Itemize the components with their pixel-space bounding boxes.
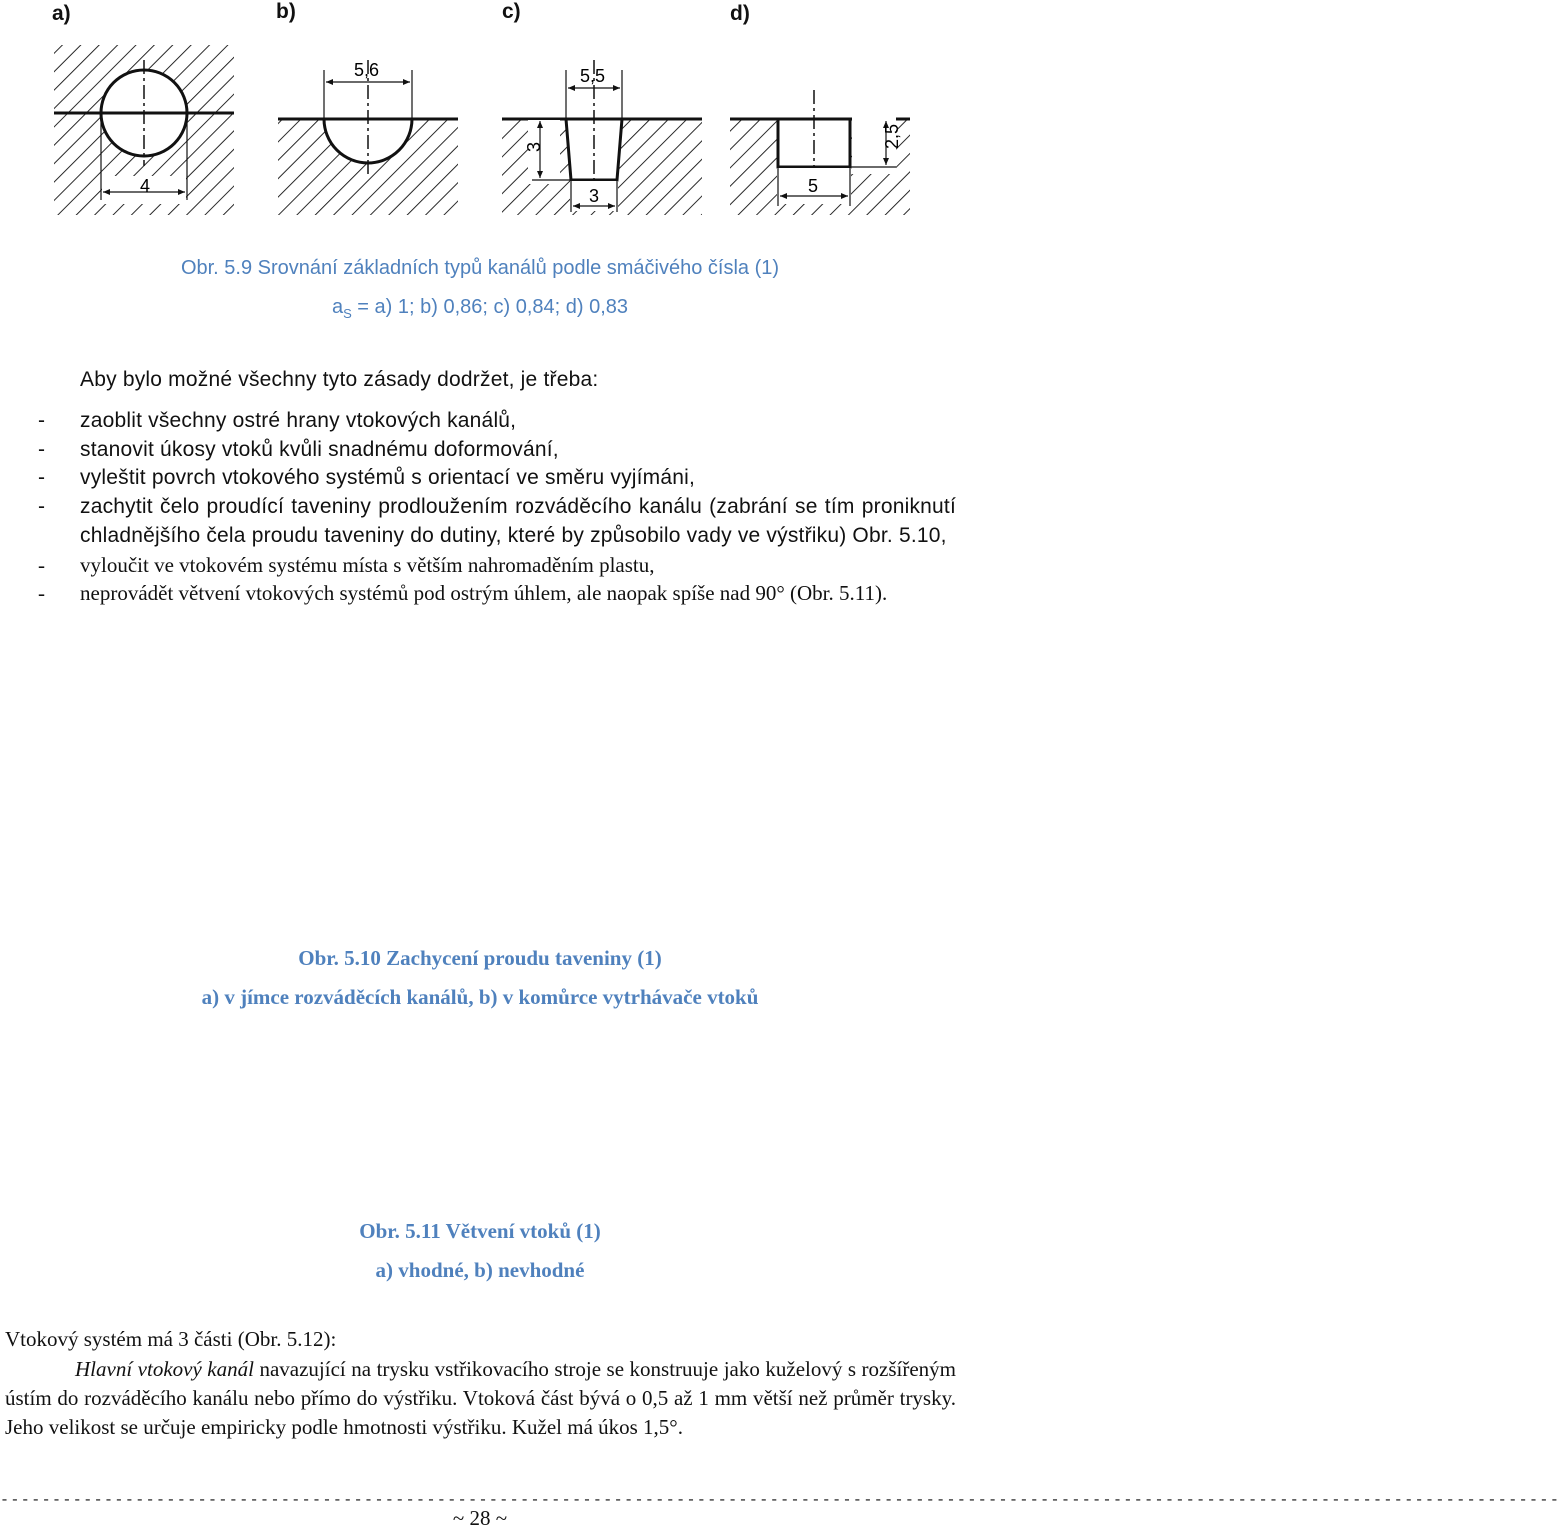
- figure-label-b: b): [276, 0, 296, 23]
- list-item: - neprovádět větvení vtokových systémů pod ostrým úhlem, ale naopak spíše nad 90° (Obr. 5.11).: [38, 581, 888, 606]
- figure-5-10-caption-detail: a) v jímce rozváděcích kanálů, b) v komůrce vytrhávače vtoků: [201, 985, 759, 1009]
- section-intro: Vtokový systém má 3 části (Obr. 5.12):: [5, 1327, 337, 1351]
- figure-label-c: c): [502, 0, 521, 23]
- list-item: - zaoblit všechny ostré hrany vtokových kanálů,: [38, 409, 517, 432]
- dim-c-height: 3: [524, 141, 544, 152]
- page-number: ~ 28 ~: [452, 1506, 508, 1530]
- dim-d-width: 5: [808, 176, 819, 196]
- wetting-symbol: a: [331, 296, 344, 318]
- dim-b-width: 5,6: [354, 60, 380, 80]
- rules-list: [38, 407, 956, 608]
- figure-5-9-caption-values: [0, 296, 960, 321]
- dim-d-height: 2,5: [882, 123, 902, 149]
- wetting-symbol-subscript: S: [343, 306, 352, 321]
- paragraph-text: navazující na trysku vstřikovacího stroje se konstruuje jako kuželový s rozšířeným ústím do rozváděcího kanálu nebo přímo do výstřiku. Vtoková část bývá o 0,5 až 1 mm větší než průměr trysky. Jeho velikost se určuje empiricky podle hmotnosti výstřiku. Kužel má úkos 1,5°.: [5, 1357, 957, 1439]
- channel-drawings: [40, 30, 920, 220]
- dim-a-width: 4: [140, 176, 151, 196]
- dim-c-bottom-width: 3: [589, 186, 600, 206]
- figure-5-11-caption: Obr. 5.11 Větvení vtoků (1): [359, 1219, 601, 1243]
- list-item: - vyleštit povrch vtokového systémů s orientací ve směru vyjímáni,: [38, 466, 696, 490]
- term-main-runner: Hlavní vtokový kanál: [75, 1357, 254, 1381]
- figure-label-d: d): [730, 2, 750, 25]
- figure-label-a: a): [52, 2, 71, 25]
- figure-5-10-caption: Obr. 5.10 Zachycení proudu taveniny (1): [298, 946, 662, 970]
- figure-5-9-caption: Obr. 5.9 Srovnání základních typů kanálů podle smáčivého čísla (1): [180, 257, 780, 279]
- wetting-values: = a) 1; b) 0,86; c) 0,84; d) 0,83: [351, 296, 629, 318]
- channel-cross-section-figure: [40, 0, 920, 230]
- list-item: - zachytit čelo proudící taveniny prodloužením rozváděcího kanálu (zabrání se tím proniknutí chladnějšího čela proudu taveniny do dutiny, které by způsobilo vady ve výstřiku) Obr. 5.10,: [38, 495, 956, 547]
- list-item: - vyloučit ve vtokovém systému místa s větším nahromaděním plastu,: [38, 552, 655, 577]
- dim-c-top-width: 5,5: [580, 66, 606, 86]
- footer-divider: ------------------------------------------------------------------------------------------------------------------------------------------------------: [0, 1492, 1560, 1509]
- intro-text: Aby bylo možné všechny tyto zásady dodržet, je třeba:: [80, 368, 599, 391]
- list-item: - stanovit úkosy vtoků kvůli snadnému doformování,: [38, 437, 559, 461]
- figure-5-11-caption-detail: a) vhodné, b) nevhodné: [375, 1258, 585, 1282]
- main-runner-paragraph: [5, 1355, 956, 1442]
